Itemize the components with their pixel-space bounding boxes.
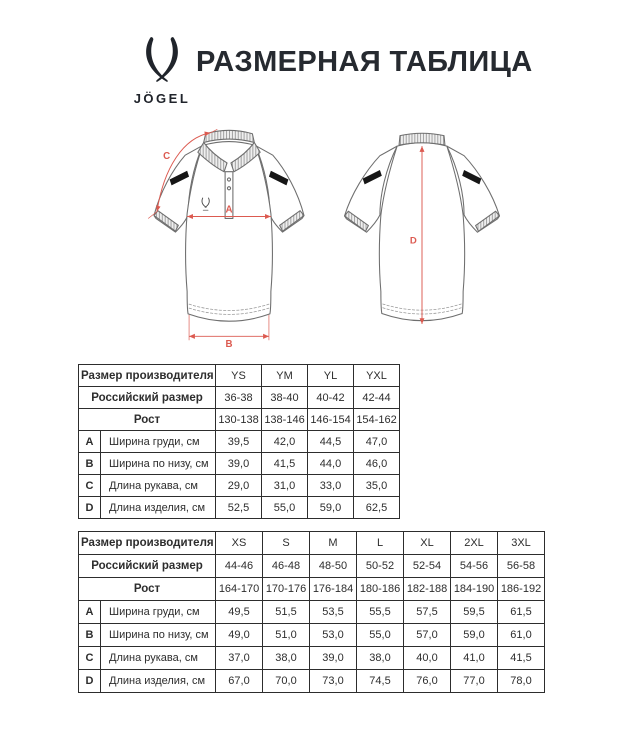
measurement-row [79,601,545,624]
header-value-cell: 56-58 [498,555,545,578]
header-value-cell: S [263,532,310,555]
header-row [79,532,545,555]
header-value-cell: 164-170 [216,578,263,601]
dimension-value-cell: 59,0 [308,497,354,519]
header-value-cell: L [357,532,404,555]
dimension-value-cell: 51,5 [263,601,310,624]
dimension-value-cell: 78,0 [498,670,545,693]
header-value-cell: 44-46 [216,555,263,578]
dimension-value-cell: 61,0 [498,624,545,647]
measurement-row [79,431,400,453]
dimension-value-cell: 55,0 [262,497,308,519]
dimension-value-cell: 57,5 [404,601,451,624]
header-value-cell: M [310,532,357,555]
dimension-value-cell: 35,0 [354,475,400,497]
jogel-horns-icon [140,36,184,88]
header-label-cell: Российский размер [79,387,216,409]
dimension-value-cell: 39,5 [216,431,262,453]
dimension-letter-cell: B [79,624,101,647]
measurement-row [79,670,545,693]
header-value-cell: 170-176 [263,578,310,601]
dimension-value-cell: 47,0 [354,431,400,453]
dimension-value-cell: 29,0 [216,475,262,497]
header-value-cell: 146-154 [308,409,354,431]
header-value-cell: YS [216,365,262,387]
page-title: РАЗМЕРНАЯ ТАБЛИЦА [196,46,533,78]
header-value-cell: 46-48 [263,555,310,578]
dimension-value-cell: 44,0 [308,453,354,475]
header-value-cell: 154-162 [354,409,400,431]
youth-size-table [78,364,400,519]
dimension-label-D: D [409,235,417,247]
dimension-value-cell: 59,0 [451,624,498,647]
measurement-row [79,453,400,475]
polo-back-diagram [326,127,518,347]
header-row [79,555,545,578]
header-value-cell: 52-54 [404,555,451,578]
header-row [79,409,400,431]
dimension-value-cell: 52,5 [216,497,262,519]
dimension-value-cell: 76,0 [404,670,451,693]
dimension-value-cell: 40,0 [404,647,451,670]
measurement-row [79,475,400,497]
header-value-cell: XL [404,532,451,555]
dimension-value-cell: 41,0 [451,647,498,670]
dimension-name-cell: Длина изделия, см [101,670,216,693]
dimension-value-cell: 70,0 [263,670,310,693]
dimension-value-cell: 38,0 [357,647,404,670]
header-label-cell: Рост [79,578,216,601]
dimension-value-cell: 38,0 [263,647,310,670]
front-button [227,187,230,190]
header-value-cell: 184-190 [451,578,498,601]
dimension-letter-cell: A [79,601,101,624]
dimension-value-cell: 77,0 [451,670,498,693]
dimension-name-cell: Длина рукава, см [101,475,216,497]
header-label-cell: Российский размер [79,555,216,578]
header-value-cell: 3XL [498,532,545,555]
dimension-letter-cell: D [79,670,101,693]
dimension-letter-cell: C [79,647,101,670]
header-value-cell: 2XL [451,532,498,555]
dimension-name-cell: Длина изделия, см [101,497,216,519]
dimension-value-cell: 41,5 [498,647,545,670]
polo-front-diagram [146,124,312,348]
dimension-value-cell: 67,0 [216,670,263,693]
header-value-cell: 40-42 [308,387,354,409]
dimension-value-cell: 61,5 [498,601,545,624]
front-body [186,142,273,322]
header-row [79,387,400,409]
header-value-cell: 38-40 [262,387,308,409]
header-value-cell: 42-44 [354,387,400,409]
adult-size-table [78,531,545,693]
brand-logo [118,36,206,106]
dimension-label-C: C [163,151,171,163]
dimension-value-cell: 62,5 [354,497,400,519]
measurement-row [79,497,400,519]
header-value-cell: 48-50 [310,555,357,578]
dimension-value-cell: 74,5 [357,670,404,693]
dimension-value-cell: 59,5 [451,601,498,624]
header-label-cell: Рост [79,409,216,431]
dimension-name-cell: Ширина груди, см [101,601,216,624]
dimension-value-cell: 57,0 [404,624,451,647]
header-label-cell: Размер производителя [79,532,216,555]
front-button [227,178,230,181]
header-value-cell: 186-192 [498,578,545,601]
dimension-value-cell: 31,0 [262,475,308,497]
dimension-value-cell: 55,5 [357,601,404,624]
header-value-cell: YL [308,365,354,387]
dimension-value-cell: 46,0 [354,453,400,475]
dimension-value-cell: 42,0 [262,431,308,453]
header-row [79,365,400,387]
dimension-name-cell: Ширина по низу, см [101,453,216,475]
brand-name: JÖGEL [133,91,191,106]
header-row [79,578,545,601]
dimension-value-cell: 39,0 [216,453,262,475]
header-value-cell: 176-184 [310,578,357,601]
header-value-cell: XS [216,532,263,555]
dimension-value-cell: 51,0 [263,624,310,647]
dimension-letter-cell: A [79,431,101,453]
dimension-value-cell: 49,0 [216,624,263,647]
header-value-cell: 54-56 [451,555,498,578]
dimension-value-cell: 41,5 [262,453,308,475]
dimension-name-cell: Длина рукава, см [101,647,216,670]
dimension-value-cell: 39,0 [310,647,357,670]
measurement-row [79,624,545,647]
dimension-name-cell: Ширина груди, см [101,431,216,453]
dimension-value-cell: 55,0 [357,624,404,647]
header-value-cell: 36-38 [216,387,262,409]
dimension-value-cell: 44,5 [308,431,354,453]
header-value-cell: YM [262,365,308,387]
dimension-value-cell: 49,5 [216,601,263,624]
header-value-cell: 138-146 [262,409,308,431]
header-value-cell: 180-186 [357,578,404,601]
dimension-value-cell: 53,5 [310,601,357,624]
dimension-value-cell: 37,0 [216,647,263,670]
dimension-letter-cell: D [79,497,101,519]
dimension-name-cell: Ширина по низу, см [101,624,216,647]
header-value-cell: 50-52 [357,555,404,578]
header-value-cell: 130-138 [216,409,262,431]
dimension-value-cell: 73,0 [310,670,357,693]
header-value-cell: YXL [354,365,400,387]
dimension-letter-cell: B [79,453,101,475]
dimension-label-B: B [225,339,233,348]
measurement-row [79,647,545,670]
header-label-cell: Размер производителя [79,365,216,387]
dimension-letter-cell: C [79,475,101,497]
header-value-cell: 182-188 [404,578,451,601]
dimension-label-A: A [225,204,233,216]
dimension-value-cell: 53,0 [310,624,357,647]
dimension-value-cell: 33,0 [308,475,354,497]
